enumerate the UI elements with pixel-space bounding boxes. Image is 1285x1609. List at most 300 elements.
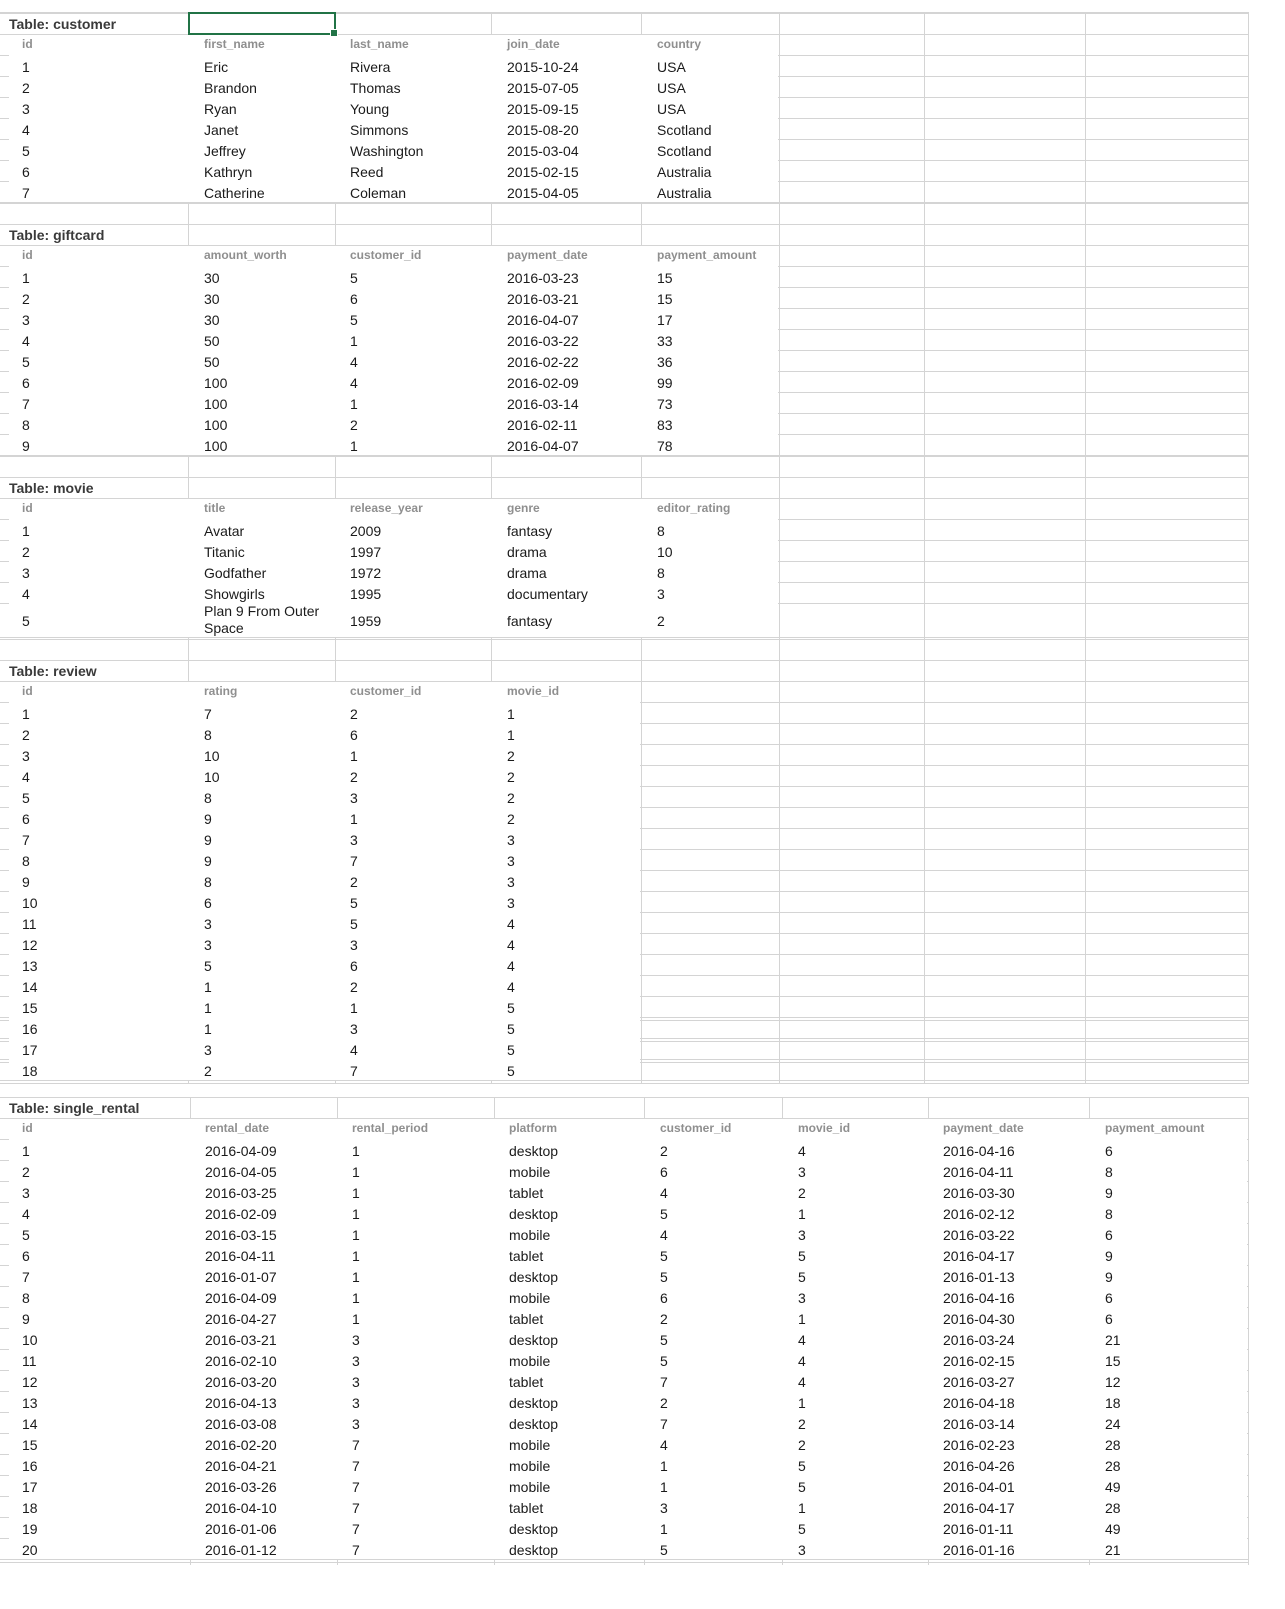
table-cell-platform: desktop bbox=[509, 1521, 559, 1537]
table-cell-id: 16 bbox=[22, 1458, 38, 1474]
table-cell-customer_id: 7 bbox=[350, 853, 358, 869]
table-cell-platform: tablet bbox=[509, 1500, 544, 1516]
table-cell-rental_date: 2016-01-06 bbox=[205, 1521, 277, 1537]
table-cell-rental_date: 2016-02-09 bbox=[205, 1206, 277, 1222]
table-cell-rating: 10 bbox=[204, 748, 220, 764]
table-cell-payment_date: 2016-04-16 bbox=[943, 1290, 1015, 1306]
table-cell-genre: drama bbox=[507, 544, 547, 560]
table-cell-rating: 7 bbox=[204, 706, 212, 722]
table-cell-id: 5 bbox=[22, 143, 30, 159]
grid-row-line bbox=[0, 1083, 1249, 1084]
table-cell-payment_date: 2016-04-16 bbox=[943, 1143, 1015, 1159]
table-cell-customer_id: 4 bbox=[660, 1185, 668, 1201]
table-cell-first_name: Catherine bbox=[204, 185, 265, 201]
table-cell-customer_id: 5 bbox=[660, 1248, 668, 1264]
table-cell-payment_amount: 28 bbox=[1105, 1458, 1121, 1474]
table-cell-customer_id: 5 bbox=[350, 312, 358, 328]
table-cell-payment_date: 2016-01-16 bbox=[943, 1542, 1015, 1558]
table-cell-payment_date: 2016-04-07 bbox=[507, 438, 579, 454]
table-cell-payment_date: 2016-02-22 bbox=[507, 354, 579, 370]
table-cell-payment_amount: 49 bbox=[1105, 1479, 1121, 1495]
table-cell-id: 18 bbox=[22, 1500, 38, 1516]
table-cell-payment_amount: 73 bbox=[657, 396, 673, 412]
column-header-movie_id: movie_id bbox=[798, 1121, 851, 1135]
table-cell-payment_date: 2016-04-07 bbox=[507, 312, 579, 328]
table-cell-customer_id: 3 bbox=[350, 1021, 358, 1037]
table-cell-payment_date: 2016-03-21 bbox=[507, 291, 579, 307]
table-cell-platform: desktop bbox=[509, 1395, 559, 1411]
table-cell-payment_date: 2016-03-22 bbox=[507, 333, 579, 349]
table-cell-rental_period: 1 bbox=[352, 1143, 360, 1159]
table-cell-payment_date: 2016-03-27 bbox=[943, 1374, 1015, 1390]
table-cell-movie_id: 5 bbox=[798, 1269, 806, 1285]
table-cell-join_date: 2015-02-15 bbox=[507, 164, 579, 180]
table-cell-rental_period: 3 bbox=[352, 1332, 360, 1348]
table-cell-customer_id: 5 bbox=[350, 270, 358, 286]
table-cell-payment_date: 2016-04-17 bbox=[943, 1248, 1015, 1264]
table-cell-customer_id: 2 bbox=[660, 1143, 668, 1159]
table-cell-customer_id: 6 bbox=[350, 727, 358, 743]
table-cell-rental_period: 1 bbox=[352, 1164, 360, 1180]
table-cell-release_year: 1995 bbox=[350, 586, 382, 602]
table-cell-payment_date: 2016-04-11 bbox=[943, 1164, 1014, 1180]
table-cell-rental_period: 7 bbox=[352, 1479, 360, 1495]
table-cell-id: 4 bbox=[22, 333, 30, 349]
table-cell-rating: 5 bbox=[204, 958, 212, 974]
table-cell-payment_amount: 6 bbox=[1105, 1290, 1113, 1306]
table-cell-rating: 10 bbox=[204, 769, 220, 785]
table-cell-movie_id: 1 bbox=[798, 1395, 806, 1411]
table-cell-rental_period: 1 bbox=[352, 1311, 360, 1327]
table-cell-customer_id: 1 bbox=[350, 1000, 358, 1016]
table-cell-platform: tablet bbox=[509, 1374, 544, 1390]
table-cell-customer_id: 2 bbox=[660, 1395, 668, 1411]
table-cell-rating: 6 bbox=[204, 895, 212, 911]
table-cell-rental_period: 1 bbox=[352, 1206, 360, 1222]
table-cell-release_year: 1959 bbox=[350, 613, 382, 629]
grid-column-line bbox=[1248, 1097, 1249, 1565]
table-title-single_rental: Table: single_rental bbox=[9, 1100, 140, 1116]
table-cell-id: 8 bbox=[22, 1290, 30, 1306]
table-body-area bbox=[9, 682, 640, 1080]
column-header-join_date: join_date bbox=[507, 37, 560, 51]
table-cell-amount_worth: 100 bbox=[204, 375, 228, 391]
table-cell-rental_date: 2016-01-12 bbox=[205, 1542, 277, 1558]
table-cell-customer_id: 1 bbox=[660, 1479, 668, 1495]
table-cell-rating: 3 bbox=[204, 937, 212, 953]
table-cell-rental_date: 2016-02-20 bbox=[205, 1437, 277, 1453]
table-cell-rating: 9 bbox=[204, 811, 212, 827]
table-cell-payment_amount: 15 bbox=[657, 270, 673, 286]
column-header-customer_id: customer_id bbox=[350, 684, 422, 698]
table-cell-payment_amount: 28 bbox=[1105, 1437, 1121, 1453]
table-cell-platform: desktop bbox=[509, 1143, 559, 1159]
table-cell-customer_id: 3 bbox=[350, 790, 358, 806]
table-cell-movie_id: 3 bbox=[798, 1164, 806, 1180]
table-cell-platform: mobile bbox=[509, 1437, 551, 1453]
table-cell-editor_rating: 2 bbox=[657, 613, 665, 629]
table-cell-rental_date: 2016-02-10 bbox=[205, 1353, 277, 1369]
table-cell-id: 2 bbox=[22, 80, 30, 96]
table-cell-customer_id: 6 bbox=[660, 1164, 668, 1180]
table-cell-title: Avatar bbox=[204, 523, 245, 539]
table-cell-join_date: 2015-08-20 bbox=[507, 122, 579, 138]
table-cell-customer_id: 4 bbox=[350, 354, 358, 370]
grid-column-line bbox=[1248, 12, 1249, 1083]
table-cell-join_date: 2015-04-05 bbox=[507, 185, 579, 201]
table-cell-movie_id: 3 bbox=[507, 895, 515, 911]
table-title-giftcard: Table: giftcard bbox=[9, 227, 105, 243]
column-header-payment_amount: payment_amount bbox=[657, 248, 757, 262]
table-cell-release_year: 1997 bbox=[350, 544, 382, 560]
table-cell-genre: fantasy bbox=[507, 523, 553, 539]
table-cell-first_name: Janet bbox=[204, 122, 239, 138]
table-cell-id: 10 bbox=[22, 1332, 38, 1348]
table-cell-id: 15 bbox=[22, 1437, 38, 1453]
table-cell-country: USA bbox=[657, 59, 686, 75]
table-cell-customer_id: 2 bbox=[350, 979, 358, 995]
table-cell-movie_id: 4 bbox=[798, 1332, 806, 1348]
table-cell-genre: drama bbox=[507, 565, 547, 581]
table-cell-payment_amount: 17 bbox=[657, 312, 673, 328]
table-cell-payment_date: 2016-03-30 bbox=[943, 1185, 1015, 1201]
table-cell-payment_amount: 15 bbox=[657, 291, 673, 307]
table-cell-id: 12 bbox=[22, 1374, 38, 1390]
grid-row-line bbox=[0, 1097, 1249, 1098]
table-cell-id: 9 bbox=[22, 1311, 30, 1327]
table-cell-movie_id: 5 bbox=[507, 1042, 515, 1058]
table-cell-customer_id: 4 bbox=[350, 1042, 358, 1058]
table-cell-amount_worth: 30 bbox=[204, 312, 220, 328]
table-cell-last_name: Rivera bbox=[350, 59, 391, 75]
table-title-movie: Table: movie bbox=[9, 480, 94, 496]
table-cell-payment_amount: 9 bbox=[1105, 1269, 1113, 1285]
table-cell-movie_id: 5 bbox=[798, 1458, 806, 1474]
table-cell-last_name: Coleman bbox=[350, 185, 407, 201]
table-cell-id: 3 bbox=[22, 1185, 30, 1201]
table-cell-platform: mobile bbox=[509, 1164, 551, 1180]
table-cell-movie_id: 5 bbox=[507, 1063, 515, 1079]
table-cell-id: 3 bbox=[22, 101, 30, 117]
table-cell-payment_date: 2016-02-15 bbox=[943, 1353, 1015, 1369]
column-header-id: id bbox=[22, 37, 33, 51]
table-cell-genre: documentary bbox=[507, 586, 588, 602]
grid-column-line bbox=[779, 12, 780, 1083]
table-cell-rating: 8 bbox=[204, 790, 212, 806]
table-cell-movie_id: 5 bbox=[798, 1479, 806, 1495]
table-cell-id: 17 bbox=[22, 1042, 38, 1058]
table-cell-movie_id: 1 bbox=[507, 727, 515, 743]
table-cell-id: 2 bbox=[22, 727, 30, 743]
table-cell-payment_date: 2016-02-12 bbox=[943, 1206, 1015, 1222]
table-cell-id: 6 bbox=[22, 1248, 30, 1264]
table-cell-id: 13 bbox=[22, 958, 38, 974]
table-cell-movie_id: 3 bbox=[507, 874, 515, 890]
table-cell-customer_id: 5 bbox=[660, 1542, 668, 1558]
column-header-last_name: last_name bbox=[350, 37, 409, 51]
table-cell-id: 9 bbox=[22, 438, 30, 454]
table-cell-id: 6 bbox=[22, 375, 30, 391]
table-cell-first_name: Brandon bbox=[204, 80, 257, 96]
table-cell-rental_period: 3 bbox=[352, 1353, 360, 1369]
table-cell-customer_id: 4 bbox=[660, 1437, 668, 1453]
table-cell-rental_period: 7 bbox=[352, 1437, 360, 1453]
column-header-rating: rating bbox=[204, 684, 238, 698]
table-cell-editor_rating: 8 bbox=[657, 523, 665, 539]
table-cell-id: 2 bbox=[22, 291, 30, 307]
table-cell-movie_id: 2 bbox=[798, 1185, 806, 1201]
table-cell-payment_date: 2016-03-22 bbox=[943, 1227, 1015, 1243]
table-cell-id: 3 bbox=[22, 312, 30, 328]
table-cell-movie_id: 3 bbox=[798, 1542, 806, 1558]
table-cell-customer_id: 5 bbox=[660, 1269, 668, 1285]
table-cell-id: 9 bbox=[22, 874, 30, 890]
table-cell-payment_amount: 9 bbox=[1105, 1248, 1113, 1264]
table-cell-id: 15 bbox=[22, 1000, 38, 1016]
table-cell-id: 14 bbox=[22, 1416, 38, 1432]
table-cell-join_date: 2015-10-24 bbox=[507, 59, 579, 75]
table-cell-platform: mobile bbox=[509, 1227, 551, 1243]
table-cell-payment_amount: 6 bbox=[1105, 1143, 1113, 1159]
table-cell-movie_id: 3 bbox=[798, 1290, 806, 1306]
table-cell-first_name: Eric bbox=[204, 59, 229, 75]
table-cell-payment_date: 2016-02-23 bbox=[943, 1437, 1015, 1453]
table-cell-amount_worth: 100 bbox=[204, 396, 228, 412]
table-cell-last_name: Thomas bbox=[350, 80, 401, 96]
table-cell-id: 4 bbox=[22, 1206, 30, 1222]
table-cell-payment_amount: 12 bbox=[1105, 1374, 1121, 1390]
fill-handle[interactable] bbox=[330, 29, 338, 37]
table-cell-amount_worth: 30 bbox=[204, 291, 220, 307]
table-cell-country: USA bbox=[657, 80, 686, 96]
table-cell-customer_id: 6 bbox=[660, 1290, 668, 1306]
table-cell-id: 3 bbox=[22, 565, 30, 581]
table-cell-customer_id: 5 bbox=[350, 916, 358, 932]
column-header-id: id bbox=[22, 501, 33, 515]
table-cell-customer_id: 3 bbox=[350, 937, 358, 953]
table-cell-payment_amount: 6 bbox=[1105, 1311, 1113, 1327]
table-cell-payment_date: 2016-01-11 bbox=[943, 1521, 1014, 1537]
table-cell-rating: 1 bbox=[204, 979, 212, 995]
table-cell-rating: 8 bbox=[204, 874, 212, 890]
table-cell-customer_id: 6 bbox=[350, 958, 358, 974]
table-cell-last_name: Young bbox=[350, 101, 390, 117]
grid-column-line bbox=[1085, 12, 1086, 1083]
table-cell-payment_date: 2016-04-01 bbox=[943, 1479, 1015, 1495]
column-header-rental_date: rental_date bbox=[205, 1121, 270, 1135]
table-body-area bbox=[9, 1119, 1247, 1559]
table-cell-customer_id: 3 bbox=[350, 832, 358, 848]
table-cell-rental_date: 2016-04-09 bbox=[205, 1143, 277, 1159]
table-cell-id: 12 bbox=[22, 937, 38, 953]
table-cell-payment_date: 2016-04-26 bbox=[943, 1458, 1015, 1474]
table-cell-platform: mobile bbox=[509, 1290, 551, 1306]
table-cell-platform: desktop bbox=[509, 1206, 559, 1222]
table-cell-id: 14 bbox=[22, 979, 38, 995]
table-cell-customer_id: 5 bbox=[660, 1353, 668, 1369]
table-cell-payment_amount: 8 bbox=[1105, 1164, 1113, 1180]
table-cell-last_name: Reed bbox=[350, 164, 384, 180]
table-cell-platform: tablet bbox=[509, 1248, 544, 1264]
table-cell-movie_id: 1 bbox=[798, 1206, 806, 1222]
table-cell-payment_amount: 28 bbox=[1105, 1500, 1121, 1516]
table-cell-customer_id: 2 bbox=[350, 417, 358, 433]
column-header-payment_amount: payment_amount bbox=[1105, 1121, 1205, 1135]
table-cell-id: 17 bbox=[22, 1479, 38, 1495]
column-header-editor_rating: editor_rating bbox=[657, 501, 731, 515]
table-cell-rental_period: 7 bbox=[352, 1521, 360, 1537]
table-cell-payment_amount: 21 bbox=[1105, 1332, 1121, 1348]
table-cell-payment_date: 2016-03-14 bbox=[507, 396, 579, 412]
table-cell-movie_id: 5 bbox=[798, 1521, 806, 1537]
table-cell-rating: 3 bbox=[204, 1042, 212, 1058]
table-cell-join_date: 2015-09-15 bbox=[507, 101, 579, 117]
table-cell-movie_id: 3 bbox=[507, 853, 515, 869]
table-cell-first_name: Jeffrey bbox=[204, 143, 246, 159]
table-cell-id: 7 bbox=[22, 1269, 30, 1285]
grid-row-line bbox=[0, 1559, 1249, 1560]
table-cell-release_year: 1972 bbox=[350, 565, 382, 581]
column-header-amount_worth: amount_worth bbox=[204, 248, 287, 262]
table-cell-rental_date: 2016-04-11 bbox=[205, 1248, 276, 1264]
table-cell-platform: tablet bbox=[509, 1185, 544, 1201]
table-cell-id: 5 bbox=[22, 613, 30, 629]
table-cell-customer_id: 2 bbox=[350, 874, 358, 890]
table-cell-customer_id: 1 bbox=[350, 396, 358, 412]
table-cell-payment_amount: 8 bbox=[1105, 1206, 1113, 1222]
table-cell-country: Scotland bbox=[657, 143, 712, 159]
table-cell-movie_id: 1 bbox=[507, 706, 515, 722]
table-cell-payment_amount: 18 bbox=[1105, 1395, 1121, 1411]
table-cell-movie_id: 5 bbox=[798, 1248, 806, 1264]
table-cell-rental_date: 2016-04-09 bbox=[205, 1290, 277, 1306]
table-cell-payment_date: 2016-03-23 bbox=[507, 270, 579, 286]
table-cell-customer_id: 1 bbox=[350, 438, 358, 454]
table-cell-country: Scotland bbox=[657, 122, 712, 138]
table-cell-payment_date: 2016-03-24 bbox=[943, 1332, 1015, 1348]
table-cell-movie_id: 2 bbox=[798, 1437, 806, 1453]
table-cell-movie_id: 4 bbox=[507, 916, 515, 932]
table-cell-platform: mobile bbox=[509, 1353, 551, 1369]
table-cell-platform: desktop bbox=[509, 1542, 559, 1558]
table-cell-payment_date: 2016-04-30 bbox=[943, 1311, 1015, 1327]
table-cell-id: 1 bbox=[22, 270, 30, 286]
table-cell-rental_date: 2016-04-21 bbox=[205, 1458, 277, 1474]
table-cell-customer_id: 6 bbox=[350, 291, 358, 307]
table-cell-id: 5 bbox=[22, 354, 30, 370]
column-header-rental_period: rental_period bbox=[352, 1121, 429, 1135]
table-cell-payment_date: 2016-02-11 bbox=[507, 417, 578, 433]
table-cell-editor_rating: 10 bbox=[657, 544, 673, 560]
table-cell-first_name: Ryan bbox=[204, 101, 237, 117]
table-cell-id: 20 bbox=[22, 1542, 38, 1558]
table-cell-rental_period: 1 bbox=[352, 1227, 360, 1243]
column-header-movie_id: movie_id bbox=[507, 684, 560, 698]
table-cell-customer_id: 5 bbox=[660, 1332, 668, 1348]
table-cell-join_date: 2015-07-05 bbox=[507, 80, 579, 96]
table-cell-title: Titanic bbox=[204, 544, 245, 560]
table-cell-id: 8 bbox=[22, 853, 30, 869]
table-cell-payment_amount: 24 bbox=[1105, 1416, 1121, 1432]
table-cell-id: 10 bbox=[22, 895, 38, 911]
column-header-first_name: first_name bbox=[204, 37, 265, 51]
table-cell-editor_rating: 3 bbox=[657, 586, 665, 602]
table-cell-id: 11 bbox=[22, 916, 37, 932]
table-cell-platform: desktop bbox=[509, 1416, 559, 1432]
table-cell-platform: tablet bbox=[509, 1311, 544, 1327]
table-cell-id: 13 bbox=[22, 1395, 38, 1411]
table-cell-customer_id: 5 bbox=[350, 895, 358, 911]
table-cell-rental_period: 7 bbox=[352, 1542, 360, 1558]
table-cell-payment_amount: 15 bbox=[1105, 1353, 1121, 1369]
table-cell-movie_id: 1 bbox=[798, 1500, 806, 1516]
table-cell-id: 18 bbox=[22, 1063, 38, 1079]
table-cell-id: 3 bbox=[22, 748, 30, 764]
table-cell-id: 5 bbox=[22, 790, 30, 806]
table-cell-rental_date: 2016-04-05 bbox=[205, 1164, 277, 1180]
table-cell-movie_id: 4 bbox=[798, 1143, 806, 1159]
table-cell-rental_date: 2016-03-08 bbox=[205, 1416, 277, 1432]
table-cell-platform: desktop bbox=[509, 1269, 559, 1285]
table-cell-id: 11 bbox=[22, 1353, 37, 1369]
table-cell-last_name: Washington bbox=[350, 143, 424, 159]
table-cell-customer_id: 2 bbox=[350, 706, 358, 722]
table-cell-amount_worth: 50 bbox=[204, 354, 220, 370]
table-cell-rental_period: 1 bbox=[352, 1290, 360, 1306]
table-cell-movie_id: 2 bbox=[507, 811, 515, 827]
grid-column-line bbox=[924, 12, 925, 1083]
table-cell-customer_id: 3 bbox=[660, 1500, 668, 1516]
table-cell-customer_id: 1 bbox=[660, 1521, 668, 1537]
table-cell-movie_id: 4 bbox=[507, 979, 515, 995]
table-cell-payment_date: 2016-03-14 bbox=[943, 1416, 1015, 1432]
table-cell-movie_id: 4 bbox=[798, 1374, 806, 1390]
table-cell-amount_worth: 50 bbox=[204, 333, 220, 349]
table-cell-rental_period: 3 bbox=[352, 1395, 360, 1411]
active-cell-cursor[interactable] bbox=[188, 12, 336, 35]
table-cell-payment_date: 2016-01-13 bbox=[943, 1269, 1015, 1285]
column-header-customer_id: customer_id bbox=[660, 1121, 732, 1135]
table-cell-title: Godfather bbox=[204, 565, 267, 581]
table-cell-rental_period: 1 bbox=[352, 1185, 360, 1201]
table-cell-movie_id: 2 bbox=[507, 790, 515, 806]
column-header-genre: genre bbox=[507, 501, 540, 515]
table-cell-last_name: Simmons bbox=[350, 122, 409, 138]
table-cell-rental_date: 2016-04-10 bbox=[205, 1500, 277, 1516]
table-cell-id: 16 bbox=[22, 1021, 38, 1037]
table-cell-id: 2 bbox=[22, 544, 30, 560]
table-cell-customer_id: 1 bbox=[350, 333, 358, 349]
table-cell-movie_id: 3 bbox=[798, 1227, 806, 1243]
table-cell-country: Australia bbox=[657, 185, 712, 201]
table-cell-rating: 9 bbox=[204, 853, 212, 869]
table-cell-rental_date: 2016-03-26 bbox=[205, 1479, 277, 1495]
column-header-id: id bbox=[22, 1121, 33, 1135]
column-header-platform: platform bbox=[509, 1121, 557, 1135]
table-cell-editor_rating: 8 bbox=[657, 565, 665, 581]
table-cell-movie_id: 5 bbox=[507, 1021, 515, 1037]
table-cell-movie_id: 4 bbox=[798, 1353, 806, 1369]
table-cell-movie_id: 1 bbox=[798, 1311, 806, 1327]
table-cell-title: Showgirls bbox=[204, 586, 265, 602]
table-cell-release_year: 2009 bbox=[350, 523, 382, 539]
table-cell-id: 4 bbox=[22, 586, 30, 602]
table-cell-customer_id: 7 bbox=[660, 1416, 668, 1432]
table-cell-customer_id: 1 bbox=[660, 1458, 668, 1474]
table-cell-movie_id: 2 bbox=[507, 748, 515, 764]
table-cell-rating: 9 bbox=[204, 832, 212, 848]
table-cell-id: 6 bbox=[22, 811, 30, 827]
